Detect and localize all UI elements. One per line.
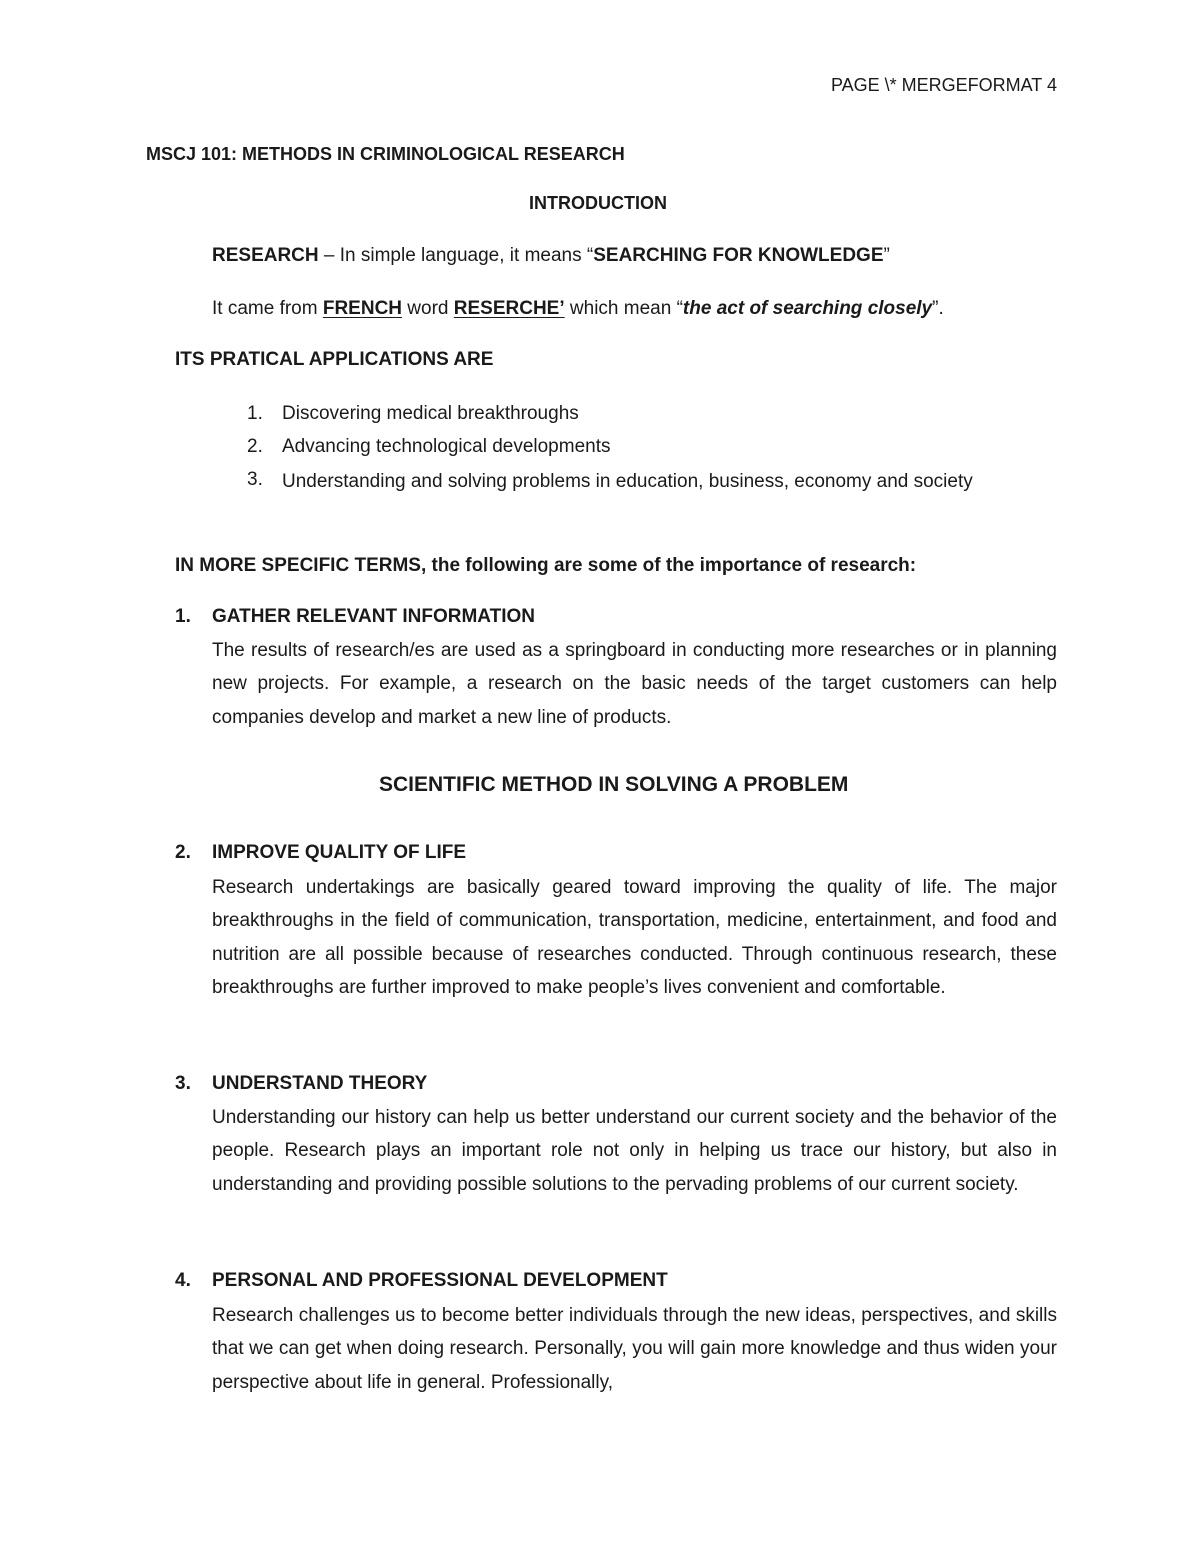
item-body: The results of research/es are used as a springboard in conducting more researches or in planning new projects. For example, a research on the basic needs of the target customers can help companies develop and market a new line of products. <box>212 640 1057 728</box>
item-body: Research challenges us to become better individuals through the new ideas, perspectives, and skills that we can get when doing research. Personally, you will gain more knowledge and thus widen your perspective about life in general. Professionally, <box>212 1305 1057 1393</box>
research-close: ” <box>883 245 890 266</box>
origin-part-2: word <box>402 298 454 319</box>
applications-heading: ITS PRATICAL APPLICATIONS ARE <box>175 349 494 370</box>
application-number: 2. <box>247 436 263 457</box>
scientific-method-heading: SCIENTIFIC METHOD IN SOLVING A PROBLEM <box>379 773 849 796</box>
item-number: 3. <box>175 1073 191 1094</box>
item-title: UNDERSTAND THEORY <box>212 1073 428 1094</box>
item-number: 2. <box>175 842 191 863</box>
origin-part-1: It came from <box>212 298 323 319</box>
item-number: 1. <box>175 606 191 627</box>
origin-meaning: the act of searching closely <box>682 298 933 319</box>
research-term: RESEARCH <box>212 245 319 266</box>
application-number: 1. <box>247 403 263 424</box>
item-title: PERSONAL AND PROFESSIONAL DEVELOPMENT <box>212 1270 668 1291</box>
page-number-field: PAGE \* MERGEFORMAT 4 <box>830 75 1057 95</box>
research-dash: – <box>318 245 340 266</box>
research-definition <box>212 245 890 267</box>
item-title: IMPROVE QUALITY OF LIFE <box>212 842 467 863</box>
application-item: Understanding and solving problems in education, business, economy and society <box>282 471 973 492</box>
application-number: 3. <box>247 469 263 490</box>
importance-heading: IN MORE SPECIFIC TERMS, the following are some of the importance of research: <box>175 555 917 576</box>
course-title: MSCJ 101: METHODS IN CRIMINOLOGICAL RESEARCH <box>146 144 625 164</box>
intro-heading: INTRODUCTION <box>529 193 667 213</box>
item-body: Understanding our history can help us better understand our current society and the behavior of the people. Research plays an important role not only in helping us trace our history, but also in understanding and providing possible solutions to the pervading problems of our current society. <box>212 1107 1057 1195</box>
origin-part-4: ”. <box>932 298 944 319</box>
origin-sentence <box>212 298 944 320</box>
application-item: Advancing technological developments <box>282 436 611 457</box>
origin-word: RESERCHE’ <box>453 298 565 319</box>
origin-language: FRENCH <box>322 298 403 319</box>
research-text: In simple language, it means “ <box>339 245 594 266</box>
origin-part-3: which mean “ <box>564 298 683 319</box>
application-item: Discovering medical breakthroughs <box>282 403 579 424</box>
research-emphasis: SEARCHING FOR KNOWLEDGE <box>593 245 884 266</box>
item-title: GATHER RELEVANT INFORMATION <box>212 606 535 627</box>
item-number: 4. <box>175 1270 191 1291</box>
item-body: Research undertakings are basically geared toward improving the quality of life. The major breakthroughs in the field of communication, transportation, medicine, entertainment, and food and nutrition are all possible because of researches conducted. Through continuous research, these breakthroughs are further improved to make people’s lives convenient and comfortable. <box>212 877 1057 998</box>
